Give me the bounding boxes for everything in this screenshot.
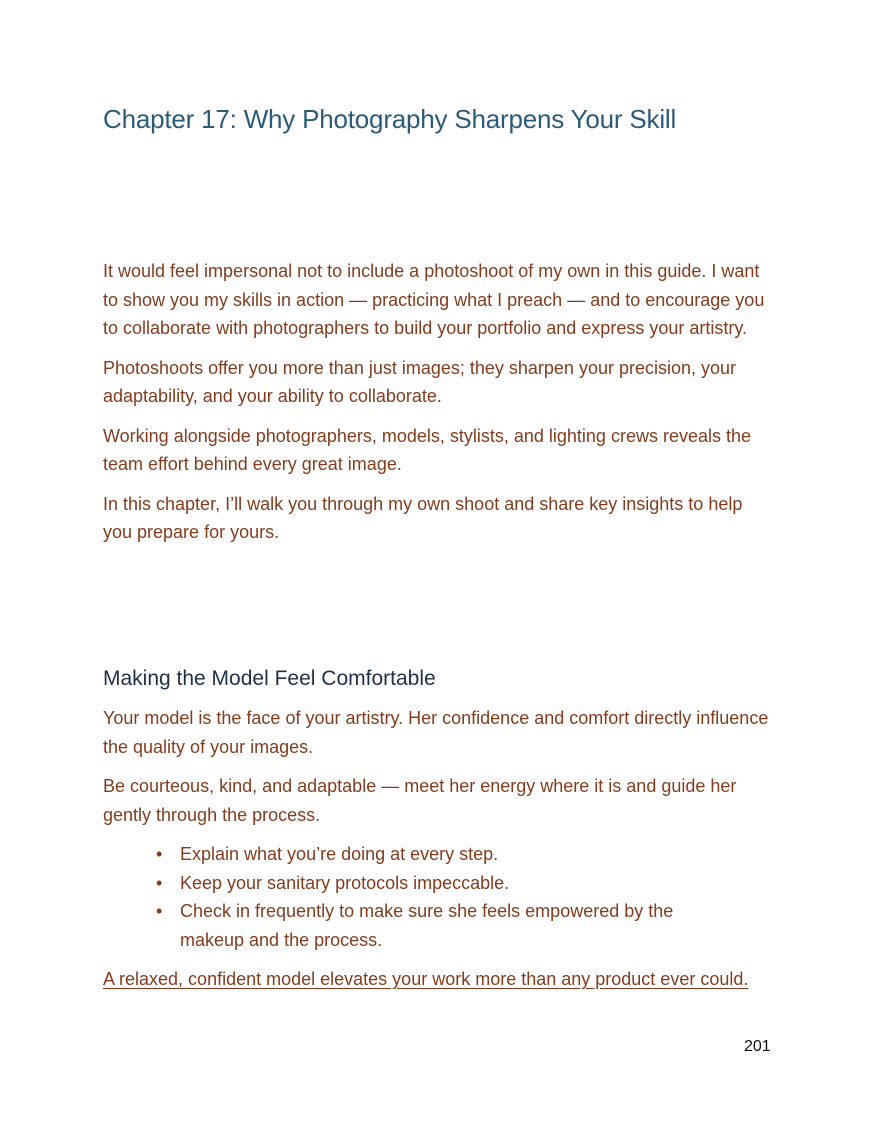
intro-paragraph-4: In this chapter, I’ll walk you through my own shoot and share key insights to help you prepare for yours.: [103, 493, 743, 542]
comfort-section: [103, 664, 773, 1005]
intro-section: [103, 257, 773, 558]
intro-paragraph-3: Working alongside photographers, models, stylists, and lighting crews reveals the team effort behind every great image.: [103, 425, 751, 474]
bullet-icon: •: [156, 872, 163, 893]
list-item-text: Explain what you’re doing at every step.: [180, 844, 499, 864]
bullet-icon: •: [156, 901, 163, 921]
closing-statement: A relaxed, confident model elevates your work more than any product ever could.: [103, 969, 749, 989]
section-heading: Making the Model Feel Comfortable: [103, 667, 436, 690]
section-paragraph-2: Be courteous, kind, and adaptable — meet her energy where it is and guide her gently through the process.: [103, 776, 737, 825]
list-item: [156, 869, 773, 898]
list-item-text: Keep your sanitary protocols impeccable.: [180, 872, 510, 893]
page-number: 201: [744, 1038, 771, 1055]
bullet-list: [103, 840, 773, 954]
bullet-icon: •: [156, 844, 163, 864]
section-paragraph-1: Your model is the face of your artistry. Her confidence and comfort directly influence the quality of your images.: [103, 708, 769, 757]
intro-paragraph-2: Photoshoots offer you more than just images; they sharpen your precision, your adaptability, and your ability to collaborate.: [103, 357, 737, 406]
list-item-text: Check in frequently to make sure she feels empowered by the makeup and the process.: [180, 901, 674, 950]
list-item: [156, 897, 773, 954]
chapter-title: Chapter 17: Why Photography Sharpens Your Skill: [103, 104, 677, 134]
list-item: [156, 840, 773, 869]
intro-paragraph-1: It would feel impersonal not to include a photoshoot of my own in this guide. I want to show you my skills in action — practicing what I preach — and to encourage you to collaborate with photographers to build your portfolio and express your artistry.: [103, 261, 765, 338]
